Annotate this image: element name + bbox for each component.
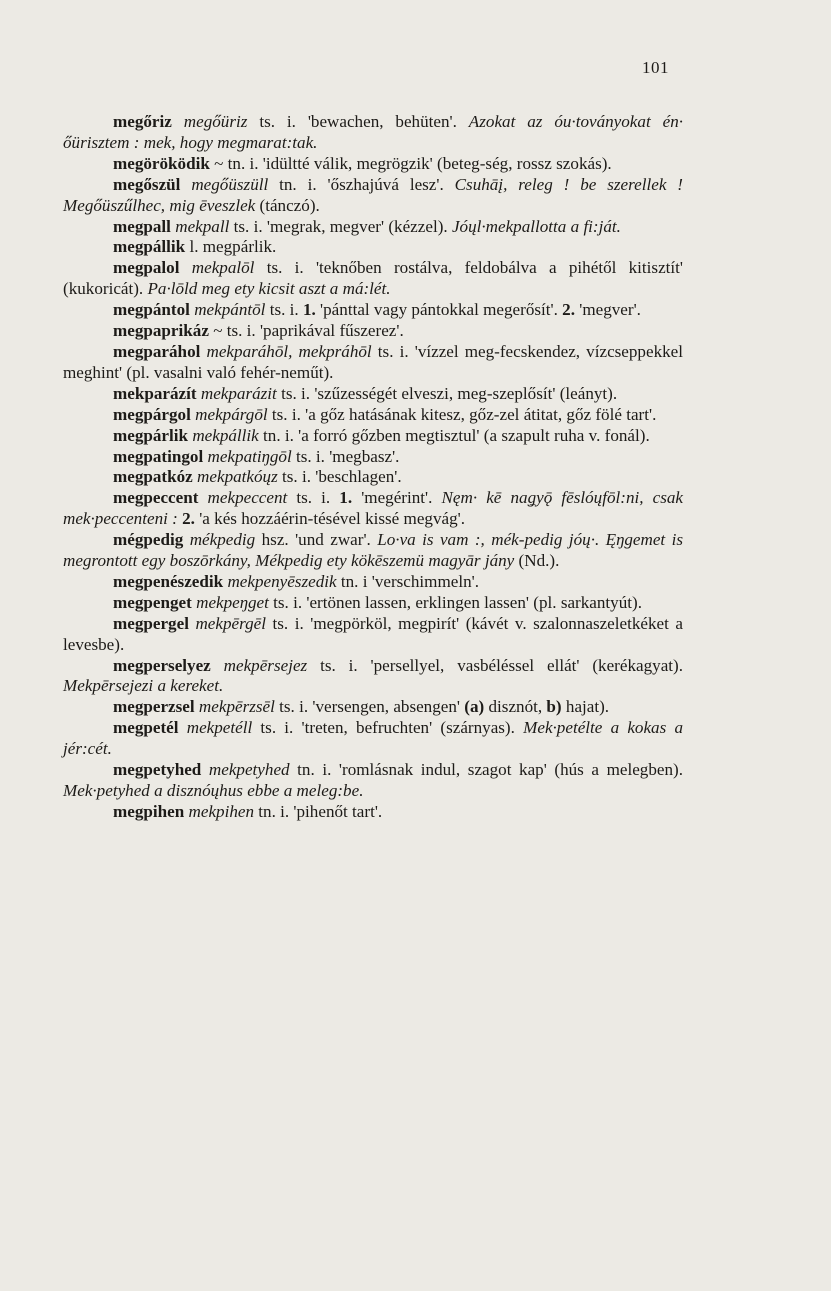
entry-definition-text: ts. i. 'beschlagen'. [277, 467, 402, 487]
entry-definition-text: ts. i. 'megbasz'. [291, 446, 400, 466]
entry-sense-number: (a) [464, 697, 485, 717]
entry-dialect-text: mekpetyhed [208, 760, 290, 780]
entry-definition-text: l. megpárlik. [185, 237, 277, 257]
entry-dialect-text: Csuhāį, releg ! be szerellek ! Megőüszűlhec, mig ēveszlek [63, 174, 683, 215]
entry-dialect-text: mekpállik [192, 425, 259, 445]
entry-definition-text: ts. i. 'ertönen lassen, erklingen lassen' (pl. sarkantyút). [268, 592, 642, 612]
dictionary-entry [63, 530, 683, 572]
entry-definition-text: tn. i. 'őszhajúvá lesz'. [268, 174, 455, 194]
dictionary-entry [63, 718, 683, 760]
entry-definition-text: ts. i. 'szűzességét elveszi, meg-szeplősít' (leányt). [276, 383, 618, 403]
entry-definition-text [179, 258, 191, 277]
dictionary-entry [63, 697, 683, 718]
entry-definition-text: ts. i. 'persellyel, vasbéléssel ellát' (kerékagyat). [307, 655, 683, 675]
entry-headword: megpetyhed [113, 760, 202, 780]
entry-headword: megpenget [113, 592, 192, 612]
entry-dialect-text: megőüszüll [191, 174, 269, 194]
entry-headword: megperzsel [113, 697, 195, 717]
entry-headword: megpárgol [113, 404, 191, 424]
entry-headword: megpállik [113, 237, 186, 257]
entry-sense-number: 1. [302, 300, 316, 320]
entry-sense-number: b) [546, 697, 562, 717]
entry-headword: megpeccent [113, 488, 199, 508]
entry-definition-text [172, 112, 184, 131]
entry-headword: megpatkóz [113, 467, 193, 487]
dictionary-entry [63, 217, 683, 238]
entry-headword: megpetél [113, 718, 179, 738]
entry-definition-text: 'a kés hozzáérin-tésével kissé megvág'. [194, 509, 466, 529]
dictionary-entry [63, 237, 683, 258]
dictionary-entry [63, 802, 683, 823]
entry-definition-text: tn. i. 'pihenőt tart'. [254, 801, 383, 821]
entry-dialect-text: Mek·petyhed a disznóųhus ebbe a meleg:be. [63, 781, 364, 800]
entry-dialect-text: mekparázit [200, 383, 277, 403]
entry-definition-text: ~ ts. i. 'paprikával fűszerez'. [208, 321, 404, 341]
entry-headword: megperselyez [113, 655, 211, 675]
page-number: 101 [642, 58, 669, 77]
entry-dialect-text: mekpatiŋgōl [207, 446, 292, 466]
entry-definition-text: ts. i. 'teknőben rostálva, feldobálva a pihétől kitisztít' (kukoricát). [63, 258, 683, 299]
entry-dialect-text: Jóųl·mekpallotta a fi:ját. [451, 216, 621, 236]
entry-definition-text: 'pánttal vagy pántokkal megerősít'. [315, 300, 563, 320]
dictionary-entry [63, 300, 683, 321]
entry-headword: megpaprikáz [113, 321, 209, 341]
entry-definition-text: ts. i. 'megpörköl, megpirít' (kávét v. szalonnaszeletkéket a levesbe). [63, 613, 683, 654]
entry-definition-text [201, 760, 209, 779]
dictionary-entry [63, 447, 683, 468]
entry-dialect-text: mekpall [175, 216, 230, 236]
entry-definition-text: tn. i 'verschimmeln'. [336, 571, 480, 591]
dictionary-entry [63, 656, 683, 698]
entry-definition-text: disznót, [484, 697, 547, 717]
entry-headword: megőszül [113, 174, 181, 194]
entry-definition-text: (tánczó). [255, 195, 320, 215]
entry-definition-text [211, 656, 224, 675]
entry-definition-text: (Nd.). [514, 551, 560, 571]
entry-dialect-text: mekpihen [188, 801, 255, 821]
entry-dialect-text: mekpatkóųz [197, 467, 278, 487]
dictionary-entry [63, 593, 683, 614]
entry-headword: mekparázít [113, 383, 197, 403]
entry-headword: megpatingol [113, 446, 204, 466]
entry-dialect-text: Lo·va is vam :, mék-pedig jóų·. Ęŋgemet is megrontott egy boszōrkány, Mékpedig ety kökēszemü magyār jány [63, 530, 683, 571]
entry-definition-text: ts. i. 'bewachen, behüten'. [247, 112, 469, 131]
entry-dialect-text: Pa·lōld meg ety kicsit aszt a má:lét. [147, 279, 391, 299]
dictionary-entry [63, 384, 683, 405]
entry-headword: megpihen [113, 801, 185, 821]
entry-definition-text: tn. i. 'a forró gőzben megtisztul' (a szapult ruha v. fonál). [258, 425, 650, 445]
dictionary-entry [63, 405, 683, 426]
entry-definition-text: hajat). [561, 697, 610, 717]
entry-definition-text: ts. i. 'vízzel meg-fecskendez, vízcseppekkel meghint' (pl. vasalni való fehér-neműt). [63, 341, 683, 382]
entry-definition-text: ts. i. 'megrak, megver' (kézzel). [229, 216, 452, 236]
entry-dialect-text: mekparáhōl, mekpráhōl [206, 341, 372, 361]
entry-definition-text: 'megver'. [574, 300, 641, 320]
dictionary-entry [63, 154, 683, 175]
entry-list [63, 112, 683, 823]
entry-dialect-text: mekpērgēl [195, 613, 267, 633]
dictionary-entry [63, 760, 683, 802]
entry-dialect-text: megőüriz [183, 112, 248, 131]
entry-dialect-text: mekpántōl [194, 300, 266, 320]
entry-headword: mégpedig [113, 530, 184, 550]
entry-definition-text: ts. i. 'treten, befruchten' (szárnyas). [252, 718, 524, 738]
entry-definition-text: ts. i. [287, 488, 340, 508]
dictionary-entry [63, 175, 683, 217]
entry-headword: megpenészedik [113, 571, 224, 591]
dictionary-entry [63, 321, 683, 342]
dictionary-entry [63, 467, 683, 488]
dictionary-entry [63, 112, 683, 154]
entry-dialect-text: mekpetéll [186, 718, 253, 738]
dictionary-entry [63, 572, 683, 593]
entry-definition-text: ts. i. 'versengen, absengen' [274, 697, 465, 717]
entry-dialect-text: Azokat az óu·toványokat én· őürisztem : mek, hogy megmarat:tak. [63, 112, 684, 152]
entry-headword: megöröködik [113, 153, 210, 173]
entry-headword: megpall [113, 216, 171, 236]
entry-definition-text: hsz. 'und zwar'. [255, 530, 378, 550]
entry-dialect-text: mekpenyēszedik [227, 571, 337, 591]
entry-sense-number: 2. [562, 300, 575, 320]
entry-sense-number: 2. [182, 509, 195, 529]
entry-dialect-text: mekpeŋget [196, 592, 269, 612]
dictionary-entry [63, 258, 683, 300]
entry-headword: megpárlik [113, 425, 189, 445]
entry-dialect-text: mekpalōl [191, 258, 255, 278]
entry-definition-text: ts. i. 'a gőz hatásának kitesz, gőz-zel átitat, gőz fölé tart'. [267, 404, 657, 424]
entry-definition-text: ~ tn. i. 'idültté válik, megrögzik' (beteg-ség, rossz szokás). [209, 153, 612, 173]
entry-dialect-text: Mekpērsejezi a kereket. [63, 676, 224, 696]
entry-definition-text [179, 718, 187, 737]
dictionary-entry [63, 488, 683, 530]
entry-dialect-text: Mek·petélte a kokas a jér:cét. [63, 718, 684, 759]
entry-headword: megparáhol [113, 341, 201, 361]
entry-definition-text: tn. i. 'romlásnak indul, szagot kap' (hús a melegben). [289, 760, 683, 780]
entry-definition-text [198, 488, 207, 507]
entry-headword: megpalol [113, 258, 180, 278]
entry-dialect-text: mekpērzsēl [198, 697, 275, 717]
entry-dialect-text: Nęm· kē naǥyǭ fēslóųfōl:ni, csak mek·peccenteni : [63, 488, 683, 529]
entry-headword: megpergel [113, 613, 189, 633]
dictionary-entry [63, 342, 683, 384]
entry-headword: megőriz [113, 112, 172, 131]
entry-headword: megpántol [113, 300, 190, 320]
entry-dialect-text: mekpárgōl [195, 404, 268, 424]
entry-definition-text [180, 175, 191, 194]
entry-dialect-text: mékpedig [189, 530, 256, 550]
entry-sense-number: 1. [339, 488, 353, 508]
entry-dialect-text: mekpeccent [207, 488, 288, 508]
entry-definition-text: 'megérint'. [352, 488, 442, 508]
entry-dialect-text: mekpērsejez [223, 655, 308, 675]
entry-definition-text: ts. i. [265, 300, 303, 320]
dictionary-entry [63, 426, 683, 447]
dictionary-entry [63, 614, 683, 656]
